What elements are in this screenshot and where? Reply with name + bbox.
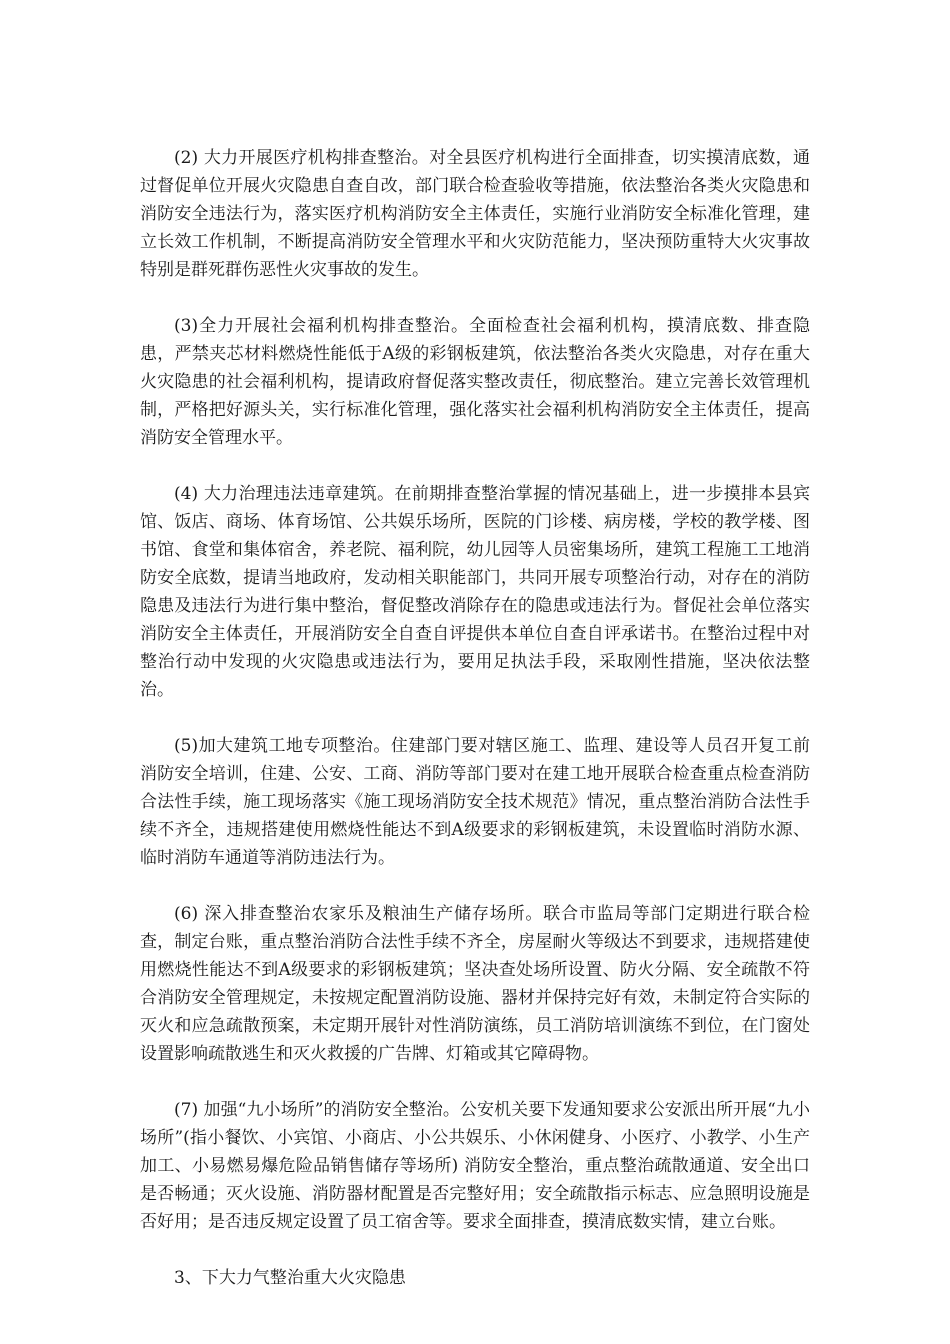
paragraph-medical-institutions: (2) 大力开展医疗机构排查整治。对全县医疗机构进行全面排查，切实摸清底数，通过督促单位开展火灾隐患自查自改，部门联合检查验收等措施，依法整治各类火灾隐患和消防安全违法行为，落实医疗机构消防安全主体责任，实施行业消防安全标准化管理，建立长效工作机制，不断提高消防安全管理水平和火灾防范能力，坚决预防重特大火灾事故特别是群死群伤恶性火灾事故的发生。 xyxy=(140,148,810,280)
paragraph-farmhouse-grain-storage: (6) 深入排查整治农家乐及粮油生产储存场所。联合市监局等部门定期进行联合检查，制定台账，重点整治消防合法性手续不齐全，房屋耐火等级达不到要求，违规搭建使用燃烧性能达不到A级要求的彩钢板建筑；坚决查处场所设置、防火分隔、安全疏散不符合消防安全管理规定，未按规定配置消防设施、器材并保持完好有效，未制定符合实际的灭火和应急疏散预案，未定期开展针对性消防演练，员工消防培训演练不到位，在门窗处设置影响疏散逃生和灭火救援的广告牌、灯箱或其它障碍物。 xyxy=(140,904,810,1064)
paragraph-social-welfare-institutions: (3)全力开展社会福利机构排查整治。全面检查社会福利机构，摸清底数、排查隐患，严禁夹芯材料燃烧性能低于A级的彩钢板建筑，依法整治各类火灾隐患，对存在重大火灾隐患的社会福利机构，提请政府督促落实整改责任，彻底整治。建立完善长效管理机制，严格把好源头关，实行标准化管理，强化落实社会福利机构消防安全主体责任，提高消防安全管理水平。 xyxy=(140,316,810,448)
section-heading: 3、下大力气整治重大火灾隐患 xyxy=(174,1268,406,1288)
paragraph-construction-sites: (5)加大建筑工地专项整治。住建部门要对辖区施工、监理、建设等人员召开复工前消防安全培训，住建、公安、工商、消防等部门要对在建工地开展联合检查重点检查消防合法性手续，施工现场落实《施工现场消防安全技术规范》情况，重点整治消防合法性手续不齐全，违规搭建使用燃烧性能达不到A级要求的彩钢板建筑，未设置临时消防水源、临时消防车通道等消防违法行为。 xyxy=(140,736,810,868)
paragraph-illegal-buildings: (4) 大力治理违法违章建筑。在前期排查整治掌握的情况基础上，进一步摸排本县宾馆、饭店、商场、体育场馆、公共娱乐场所，医院的门诊楼、病房楼，学校的教学楼、图书馆、食堂和集体宿舍，养老院、福利院，幼儿园等人员密集场所，建筑工程施工工地消防安全底数，提请当地政府，发动相关职能部门，共同开展专项整治行动，对存在的消防隐患及违法行为进行集中整治，督促整改消除存在的隐患或违法行为。督促社会单位落实消防安全主体责任，开展消防安全自查自评提供本单位自查自评承诺书。在整治过程中对整治行动中发现的火灾隐患或违法行为，要用足执法手段，采取刚性措施，坚决依法整治。 xyxy=(140,484,810,700)
document-body xyxy=(140,144,810,1292)
paragraph-nine-small-venues: (7) 加强“九小场所”的消防安全整治。公安机关要下发通知要求公安派出所开展“九小场所”(指小餐饮、小宾馆、小商店、小公共娱乐、小休闲健身、小医疗、小教学、小生产加工、小易燃易爆危险品销售储存等场所) 消防安全整治，重点整治疏散通道、安全出口是否畅通；灭火设施、消防器材配置是否完整好用；安全疏散指示标志、应急照明设施是否好用；是否违反规定设置了员工宿舍等。要求全面排查，摸清底数实情，建立台账。 xyxy=(140,1100,810,1232)
